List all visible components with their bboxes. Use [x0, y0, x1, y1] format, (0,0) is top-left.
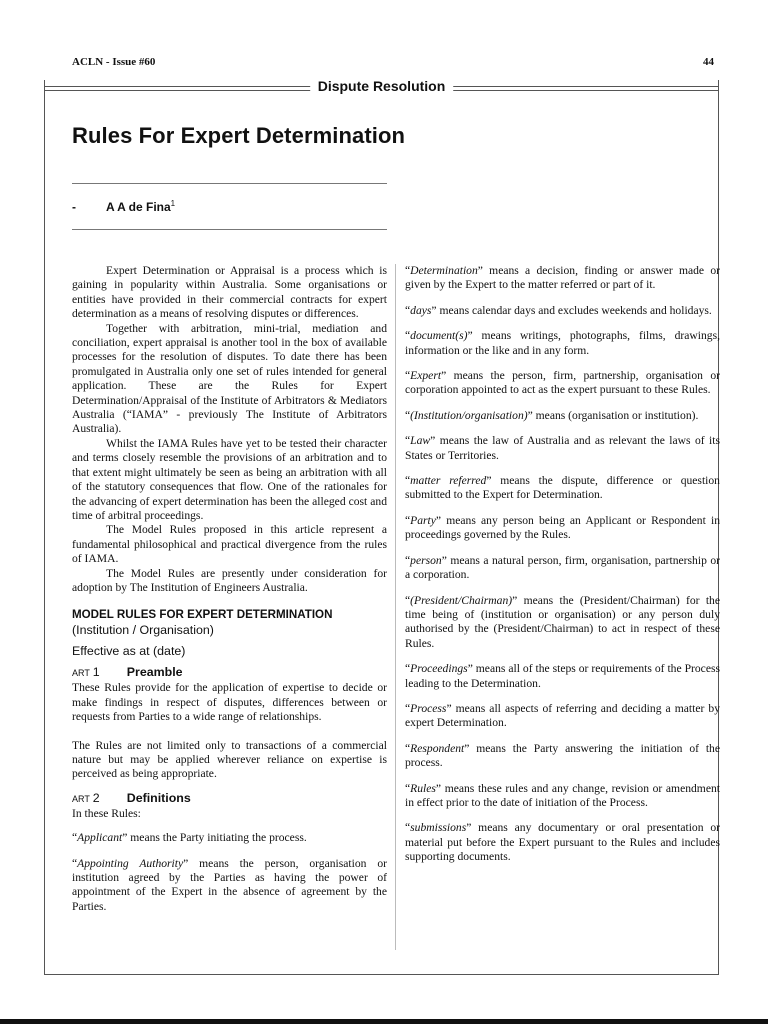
quote-open: “	[405, 434, 411, 448]
definition-term: Party	[410, 513, 436, 527]
quote-open: “	[405, 662, 411, 676]
definition	[405, 409, 720, 423]
column-divider	[395, 264, 396, 950]
definition-term: submissions	[410, 821, 467, 835]
definition-text: ” means a decision, finding or answer made or given by the Expert to the matter referred or part of it.	[405, 264, 720, 292]
definition	[405, 369, 720, 398]
definition	[405, 702, 720, 731]
definition-term: (Institution/organisation)	[410, 408, 528, 422]
art-label: ART	[72, 668, 90, 679]
intro-paragraph: The Model Rules are presently under consideration for adoption by The Institution of Engineers Australia.	[72, 566, 387, 594]
definition-text: ” means all of the steps or requirements of the Process leading to the Determination.	[405, 662, 720, 690]
definition-term: Process	[410, 701, 447, 715]
definition-term: Respondent	[410, 741, 465, 755]
definition-term: document(s)	[410, 329, 468, 343]
definition-text: ” means the (President/Chairman) for the time being of (institution or organisation) or any person duly authorised by the (President/Chairman) to act in respect of these Rules.	[405, 593, 720, 650]
definition-term: Determination	[410, 264, 478, 277]
journal-issue: ACLN - Issue #60	[72, 56, 156, 68]
definition-term: Applicant	[77, 831, 123, 845]
definition-text: ” means these rules and any change, revision or amendment in effect prior to the date of initiation of the Process.	[405, 781, 720, 809]
definition	[72, 857, 387, 915]
quote-open: “	[405, 474, 411, 488]
definition-term: Expert	[410, 369, 442, 383]
article-title: Rules For Expert Determination	[72, 123, 406, 148]
quote-open: “	[72, 831, 78, 845]
article-2-heading	[72, 790, 387, 807]
model-rules-heading: MODEL RULES FOR EXPERT DETERMINATION	[72, 608, 333, 622]
byline-rule-top	[72, 183, 387, 184]
definition-text: ” means the Party answering the initiation of the process.	[405, 741, 720, 770]
definition	[405, 821, 720, 864]
definition-text: ” means a natural person, firm, organisation, partnership or a corporation.	[405, 553, 720, 582]
definition-text: ” means the person, firm, partnership, organisation or corporation appointed to act as the expert pursuant to these Rules.	[405, 369, 720, 397]
left-column	[72, 264, 387, 925]
quote-open: “	[405, 369, 411, 383]
definition	[72, 831, 387, 845]
page-frame-left	[44, 80, 45, 975]
definition	[405, 474, 720, 503]
quote-open: “	[405, 741, 411, 755]
quote-open: “	[405, 701, 411, 715]
definition	[405, 329, 720, 358]
definition-text: ” means the law of Australia and as relevant the laws of its States or Territories.	[405, 434, 720, 462]
art-title: Preamble	[126, 665, 183, 680]
definitions-left-list	[72, 831, 387, 914]
quote-open: “	[405, 264, 411, 277]
section-title: Dispute Resolution	[310, 78, 454, 94]
intro-paragraph: Together with arbitration, mini-trial, mediation and conciliation, expert appraisal is another tool in the box of available processes for the resolution of disputes. To date there has been promulgated in Australia only one set of rules intended for general application. These are the Rules for Expert Determination/Appraisal of the Institute of Arbitrators & Mediators Australia (“IAMA” - previously The Institute of Arbitrators Australia).	[72, 321, 387, 436]
quote-open: “	[405, 781, 411, 795]
page-number: 44	[703, 56, 714, 68]
definition-text: ” means the person, organisation or institution agreed by the Parties as having the power of appointment of the Expert in the absence of agreement by the Parties.	[72, 856, 387, 913]
art-number: 1	[92, 665, 100, 680]
definition-term: Appointing Authority	[77, 856, 184, 870]
definition	[405, 554, 720, 583]
section-banner	[44, 78, 719, 98]
definition-term: Rules	[410, 781, 436, 795]
intro-paragraph: The Model Rules proposed in this article represent a fundamental philosophical and practical divergence from the rules of IAMA.	[72, 523, 387, 566]
definition-term: person	[410, 553, 442, 567]
art-title: Definitions	[126, 790, 191, 805]
page-frame-bottom	[44, 974, 719, 975]
preamble-paragraph: These Rules provide for the application of expertise to decide or make findings in respect of disputes, differences between or requests from Parties to a wide range of relationships.	[72, 681, 387, 724]
intro-paragraph: Expert Determination or Appraisal is a process which is gaining in popularity within Australia. Some organisations or entities have provided in their commercial contracts for expert determination as a means of resolving disputes or differences.	[72, 264, 387, 321]
definition-text: ” means calendar days and excludes weekends and holidays.	[431, 303, 712, 317]
scan-bottom-edge	[0, 1019, 768, 1024]
definition	[405, 514, 720, 543]
quote-open: “	[405, 513, 411, 527]
author-name: A A de Fina	[106, 200, 171, 214]
preamble-paragraph: The Rules are not limited only to transactions of a commercial nature but may be applied wherever reliance on expertise is perceived as being appropriate.	[72, 738, 387, 781]
definition-text: ” means all aspects of referring and deciding a matter by expert Determination.	[405, 701, 720, 730]
definition-text: ” means the dispute, difference or question submitted to the Expert for Determination.	[405, 474, 720, 502]
article-1-heading	[72, 664, 387, 681]
definition-text: ” means writings, photographs, films, drawings, information or the like and in any form.	[405, 329, 720, 357]
quote-open: “	[405, 821, 411, 835]
right-column	[405, 264, 720, 876]
institution-line: (Institution / Organisation)	[72, 623, 214, 638]
definition-term: Law	[410, 434, 431, 448]
art-label: ART	[72, 793, 90, 804]
definition	[405, 782, 720, 811]
definition	[405, 264, 720, 293]
quote-open: “	[405, 593, 411, 607]
art-number: 2	[92, 790, 100, 805]
definition-term: days	[410, 303, 432, 317]
quote-open: “	[405, 408, 411, 422]
definition-text: ” means (organisation or institution).	[527, 408, 699, 422]
byline	[72, 199, 175, 214]
intro-paragraph: Whilst the IAMA Rules have yet to be tested their character and terms closely resemble the provisions of an arbitration and to that extent might ultimately be seen as being an arbitration with all of the statutory consequences that flow. One of the rationales for the advancing of expert determination has been the alleged cost and time of arbitral proceedings.	[72, 436, 387, 522]
definition-term: (President/Chairman)	[410, 593, 513, 607]
definition	[405, 434, 720, 463]
quote-open: “	[405, 329, 411, 343]
footnote-mark: 1	[170, 199, 176, 208]
effective-date-line: Effective as at (date)	[72, 644, 186, 659]
definition	[405, 742, 720, 771]
definition-term: Proceedings	[410, 662, 468, 676]
definition-term: matter referred	[410, 474, 487, 488]
byline-rule-bottom	[72, 229, 387, 230]
definition	[405, 662, 720, 691]
definition-text: ” means any person being an Applicant or Respondent in proceedings governed by the Rules.	[405, 513, 720, 542]
definition-text: ” means any documentary or oral presentation or material put before the Expert pursuant to the Rules and includes supporting documents.	[405, 821, 720, 864]
definition	[405, 594, 720, 652]
definition	[405, 304, 720, 318]
quote-open: “	[405, 303, 411, 317]
definitions-intro: In these Rules:	[72, 806, 141, 820]
quote-open: “	[405, 553, 411, 567]
quote-open: “	[72, 856, 78, 870]
definition-text: ” means the Party initiating the process.	[122, 831, 307, 845]
byline-dash: -	[72, 200, 76, 214]
